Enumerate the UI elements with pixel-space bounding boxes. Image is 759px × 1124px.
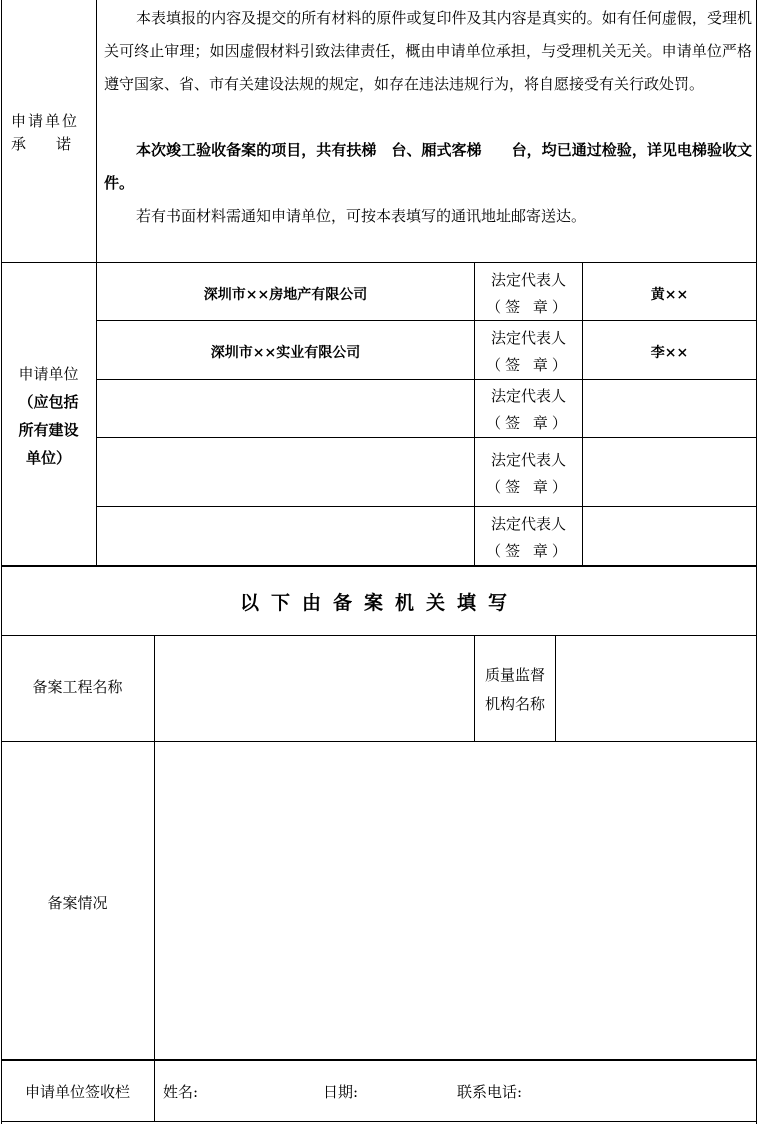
filing-status-label: 备案情况 xyxy=(47,894,108,912)
receipt-date-label: 日期: xyxy=(323,1083,359,1101)
applicants-label-line4: 单位） xyxy=(25,449,71,467)
rep-column-divider xyxy=(582,262,583,566)
filing-section-title: 以下由备案机关填写 xyxy=(239,592,519,614)
promise-label-line2: 承 诺 xyxy=(11,135,72,153)
rep-label-1: 法定代表人 xyxy=(490,271,566,289)
applicant-company-2: 深圳市××实业有限公司 xyxy=(210,345,361,361)
applicant-company-1: 深圳市××房地产有限公司 xyxy=(203,287,368,303)
row-divider-status xyxy=(1,1059,757,1061)
table-border-right xyxy=(756,0,757,1124)
row-divider-promise xyxy=(1,262,757,263)
row-divider-project xyxy=(1,741,757,742)
applicants-label-line2: （应包括 xyxy=(18,393,79,411)
row-divider-title xyxy=(1,635,757,636)
applicant-rep-2: 李×× xyxy=(650,345,689,361)
applicant-row-divider-4 xyxy=(96,506,757,507)
rep-sign-2: （签 章） xyxy=(486,356,571,374)
label-column-divider-bottom xyxy=(154,635,155,1122)
label-column-divider-top xyxy=(96,0,97,566)
receipt-name-label: 姓名: xyxy=(163,1083,199,1101)
promise-label-line1: 申请单位 xyxy=(11,112,80,130)
quality-label-line2: 机构名称 xyxy=(484,695,545,713)
applicant-row-divider-3 xyxy=(96,437,757,438)
quality-label-line1: 质量监督 xyxy=(484,666,545,684)
quality-column-divider-left xyxy=(474,635,475,741)
applicants-label-line3: 所有建设 xyxy=(18,421,79,439)
applicant-rep-1: 黄×× xyxy=(650,287,689,303)
promise-paragraph-1: 本表填报的内容及提交的所有材料的原件或复印件及其内容是真实的。如有任何虚假，受理机关可终止审理；如因虚假材料引致法律责任，概由申请单位承担，与受理机关无关。申请单位严格遵守国家、省、市有关建设法规的规定，如存在违法违规行为，将自愿接受有关行政处罚。 xyxy=(104,9,752,93)
rep-sign-3: （签 章） xyxy=(486,414,571,432)
receipt-label: 申请单位签收栏 xyxy=(24,1083,130,1101)
rep-sign-5: （签 章） xyxy=(486,542,571,560)
rep-label-3: 法定代表人 xyxy=(490,387,566,405)
applicant-row-divider-1 xyxy=(96,320,757,321)
rep-sign-4: （签 章） xyxy=(486,478,571,496)
promise-paragraph-address: 若有书面材料需通知申请单位，可按本表填写的通讯地址邮寄送达。 xyxy=(136,207,587,225)
receipt-phone-label: 联系电话: xyxy=(457,1083,523,1101)
row-divider-applicants xyxy=(1,565,757,567)
rep-label-5: 法定代表人 xyxy=(490,515,566,533)
quality-column-divider-right xyxy=(555,635,556,741)
table-border-bottom xyxy=(1,1121,757,1122)
rep-sign-1: （签 章） xyxy=(486,298,571,316)
rep-label-2: 法定代表人 xyxy=(490,329,566,347)
applicants-label-line1: 申请单位 xyxy=(18,365,79,383)
project-name-label: 备案工程名称 xyxy=(32,678,123,696)
table-border-left xyxy=(1,0,2,1124)
promise-paragraph-elevators: 本次竣工验收备案的项目，共有扶梯 台、厢式客梯 台，均已通过检验，详见电梯验收文件。 xyxy=(104,141,752,192)
rep-label-4: 法定代表人 xyxy=(490,451,566,469)
applicant-row-divider-2 xyxy=(96,379,757,380)
